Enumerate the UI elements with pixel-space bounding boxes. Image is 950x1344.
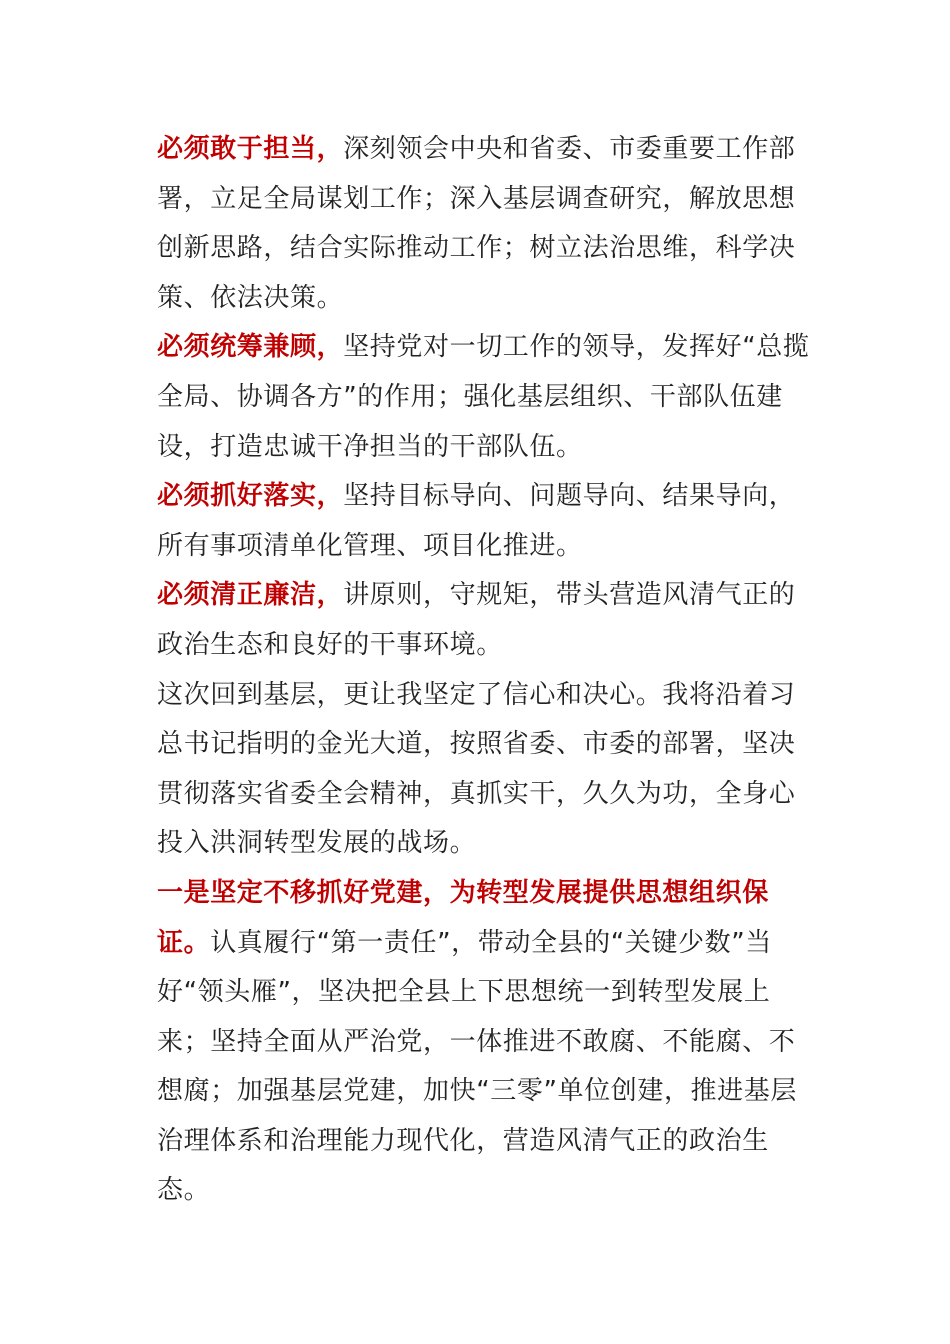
paragraph-lead: 一是坚定不移抓好党建，为转型发展提供思想组织保证。: [157, 877, 769, 958]
paragraph-body: 这次回到基层，更让我坚定了信心和决心。我将沿着习总书记指明的金光大道，按照省委、市委的部署，坚决贯彻落实省委全会精神，真抓实干，久久为功，全身心投入洪洞转型发展的战场。: [157, 679, 796, 859]
paragraph-return-to-grassroots: [157, 671, 817, 869]
paragraph-body: 认真履行“第一责任”，带动全县的“关键少数”当好“领头雁”，坚决把全县上下思想统一到转型发展上来；坚持全面从严治党，一体推进不敢腐、不能腐、不想腐；加强基层党建，加快“三零”单位创建，推进基层治理体系和治理能力现代化，营造风清气正的政治生态。: [157, 927, 797, 1206]
document-page: [157, 125, 817, 1216]
paragraph-integrity: [157, 571, 817, 670]
paragraph-body: 坚持目标导向、问题导向、结果导向，所有事项清单化管理、项目化推进。: [157, 481, 796, 561]
paragraph-lead: 必须抓好落实，: [157, 481, 344, 512]
paragraph-lead: 必须清正廉洁，: [157, 580, 344, 611]
paragraph-body: 坚持党对一切工作的领导，发挥好“总揽全局、协调各方”的作用；强化基层组织、干部队伍建设，打造忠诚干净担当的干部队伍。: [157, 332, 810, 462]
paragraph-lead: 必须敢于担当，: [157, 134, 344, 164]
paragraph-overall-planning: [157, 323, 817, 472]
paragraph-lead: 必须统筹兼顾，: [157, 332, 344, 363]
paragraph-body: 深刻领会中央和省委、市委重要工作部署，立足全局谋划工作；深入基层调查研究，解放思想创新思路，结合实际推动工作；树立法治思维，科学决策、依法决策。: [157, 134, 796, 313]
paragraph-implementation: [157, 472, 817, 571]
paragraph-body: 讲原则，守规矩，带头营造风清气正的政治生态和良好的干事环境。: [157, 580, 796, 660]
paragraph-dare-to-take-responsibility: [157, 125, 817, 323]
paragraph-party-building: [157, 869, 817, 1216]
